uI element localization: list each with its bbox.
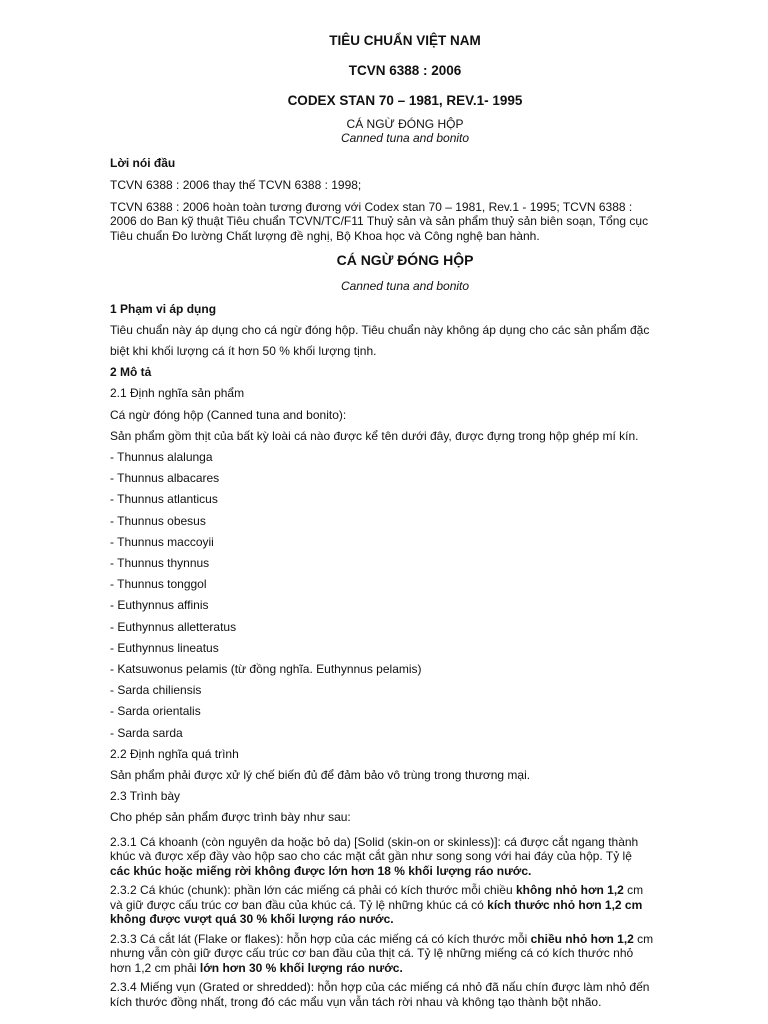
species-item: - Thunnus thynnus: [110, 556, 210, 571]
clause-line: nhưng vẫn còn giữ được cấu trúc cơ ban đầu của thịt cá. Tỷ lệ những miếng cá có kích thước nhỏ: [110, 946, 634, 961]
foreword-line: 2006 do Ban kỹ thuật Tiêu chuẩn TCVN/TC/F11 Thuỷ sản và sản phẩm thuỷ sản biên soạn, Tổng cục: [110, 214, 649, 228]
text-run: cm: [623, 883, 644, 898]
foreword-paragraph-2: [110, 200, 700, 244]
document-page: [110, 32, 700, 1014]
clause-line: 2.3.4 Miếng vụn (Grated or shredded): hỗn hợp của các miếng cá nhỏ đã nấu chín được làm nhỏ đến: [110, 980, 650, 995]
species-item: - Sarda chiliensis: [110, 683, 202, 698]
bold-text: không được vượt quá 30 % khối lượng ráo nước.: [110, 912, 394, 927]
bold-text: chiều nhỏ hơn 1,2: [530, 931, 634, 946]
species-item: - Euthynnus lineatus: [110, 640, 219, 655]
clause-line: khúc và được xếp đầy vào hộp sao cho các mặt cắt gần như song song với hai đáy của hộp. Tỷ lệ: [110, 849, 632, 864]
section-2-3-text: Cho phép sản phẩm được trình bày như sau:: [110, 810, 351, 825]
foreword-line: TCVN 6388 : 2006 hoàn toàn tương đương với Codex stan 70 – 1981, Rev.1 - 1995; TCVN 6388 :: [110, 199, 633, 214]
standard-number: TCVN 6388 : 2006: [348, 63, 462, 78]
section-1-text: Tiêu chuẩn này áp dụng cho cá ngừ đóng hộp. Tiêu chuẩn này không áp dụng cho các sản phẩm đặc: [110, 323, 650, 337]
section-2-2-text: Sản phẩm phải được xử lý chế biến đủ để đảm bảo vô trùng trong thương mại.: [110, 768, 531, 783]
bold-text: kích thước nhỏ hơn 1,2 cm: [487, 897, 643, 912]
section-2-2-heading: 2.2 Định nghĩa quá trình: [110, 746, 239, 761]
clause-line-bold: [110, 912, 700, 927]
clause-2-3-2: [110, 883, 700, 927]
clause-line: 2.3.1 Cá khoanh (còn nguyên da hoặc bỏ da) [Solid (skin-on or skinless)]: cá được cắt ngang thành: [110, 834, 639, 849]
clause-line-bold: [110, 864, 700, 879]
section-2-heading: 2 Mô tả: [110, 365, 152, 380]
species-item: - Euthynnus alletteratus: [110, 619, 237, 634]
title-vietnamese: CÁ NGỪ ĐÓNG HỘP: [346, 117, 464, 131]
species-item: - Katsuwonus pelamis (từ đồng nghĩa. Euthynnus pelamis): [110, 662, 422, 677]
species-item: - Thunnus albacares: [110, 471, 220, 486]
clause-line: [110, 961, 700, 976]
bold-text: các khúc hoặc miếng rời không được lớn hơn 18 % khối lượng ráo nước.: [110, 863, 532, 878]
standard-heading: TIÊU CHUẨN VIỆT NAM: [329, 33, 481, 48]
text-run: cm: [633, 931, 654, 946]
section-1-text: biệt khi khối lượng cá ít hơn 50 % khối lượng tịnh.: [110, 344, 377, 359]
section-1-heading: 1 Phạm vi áp dụng: [110, 302, 217, 316]
main-title: CÁ NGỪ ĐÓNG HỘP: [336, 252, 474, 268]
species-item: - Thunnus alalunga: [110, 450, 213, 465]
clause-line: kích thước đồng nhất, trong đó các mẩu vụn vẫn tách rời nhau và không tạo thành bột nhão.: [110, 994, 602, 1009]
species-item: - Thunnus obesus: [110, 513, 206, 528]
species-item: - Thunnus maccoyii: [110, 534, 214, 549]
clause-2-3-1: [110, 835, 700, 879]
title-english: Canned tuna and bonito: [340, 131, 470, 145]
species-item: - Sarda sarda: [110, 725, 183, 740]
species-item: - Thunnus atlanticus: [110, 492, 218, 507]
species-item: - Thunnus tonggol: [110, 577, 207, 592]
foreword-line: Tiêu chuẩn Đo lường Chất lượng đề nghị, Bộ Khoa học và Công nghệ ban hành.: [110, 228, 540, 243]
bold-text: lớn hơn 30 % khối lượng ráo nước.: [199, 960, 403, 975]
codex-reference: CODEX STAN 70 – 1981, REV.1- 1995: [287, 93, 523, 108]
clause-2-3-3: [110, 932, 700, 976]
clause-2-3-4: [110, 980, 700, 1009]
species-item: - Euthynnus affinis: [110, 598, 209, 613]
section-2-1-text-b: Sản phẩm gồm thịt của bất kỳ loài cá nào được kể tên dưới đây, được đựng trong hộp ghép mí kín.: [110, 428, 639, 443]
section-2-3-heading: 2.3 Trình bày: [110, 789, 181, 804]
text-run: và giữ được cấu trúc cơ ban đầu của khúc cá. Tỷ lệ những khúc cá có: [110, 897, 488, 912]
clause-line: [110, 932, 700, 947]
text-run: 2.3.3 Cá cắt lát (Flake or flakes): hỗn hợp của các miếng cá có kích thước mỗi: [110, 931, 531, 946]
section-2-1-text-a: Cá ngừ đóng hộp (Canned tuna and bonito):: [110, 407, 347, 422]
section-2-1-heading: 2.1 Định nghĩa sản phẩm: [110, 386, 245, 401]
text-run: hơn 1,2 cm phải: [110, 960, 200, 975]
species-list: [110, 447, 700, 744]
main-subtitle: Canned tuna and bonito: [340, 279, 470, 293]
bold-text: không nhỏ hơn 1,2: [515, 883, 624, 898]
foreword-heading: Lời nói đầu: [110, 156, 176, 170]
clause-line: [110, 898, 700, 913]
text-run: 2.3.2 Cá khúc (chunk): phần lớn các miếng cá phải có kích thước mỗi chiều: [110, 883, 516, 898]
foreword-paragraph-1: TCVN 6388 : 2006 thay thế TCVN 6388 : 1998;: [110, 178, 362, 192]
clause-line: [110, 883, 700, 898]
species-item: - Sarda orientalis: [110, 704, 201, 719]
